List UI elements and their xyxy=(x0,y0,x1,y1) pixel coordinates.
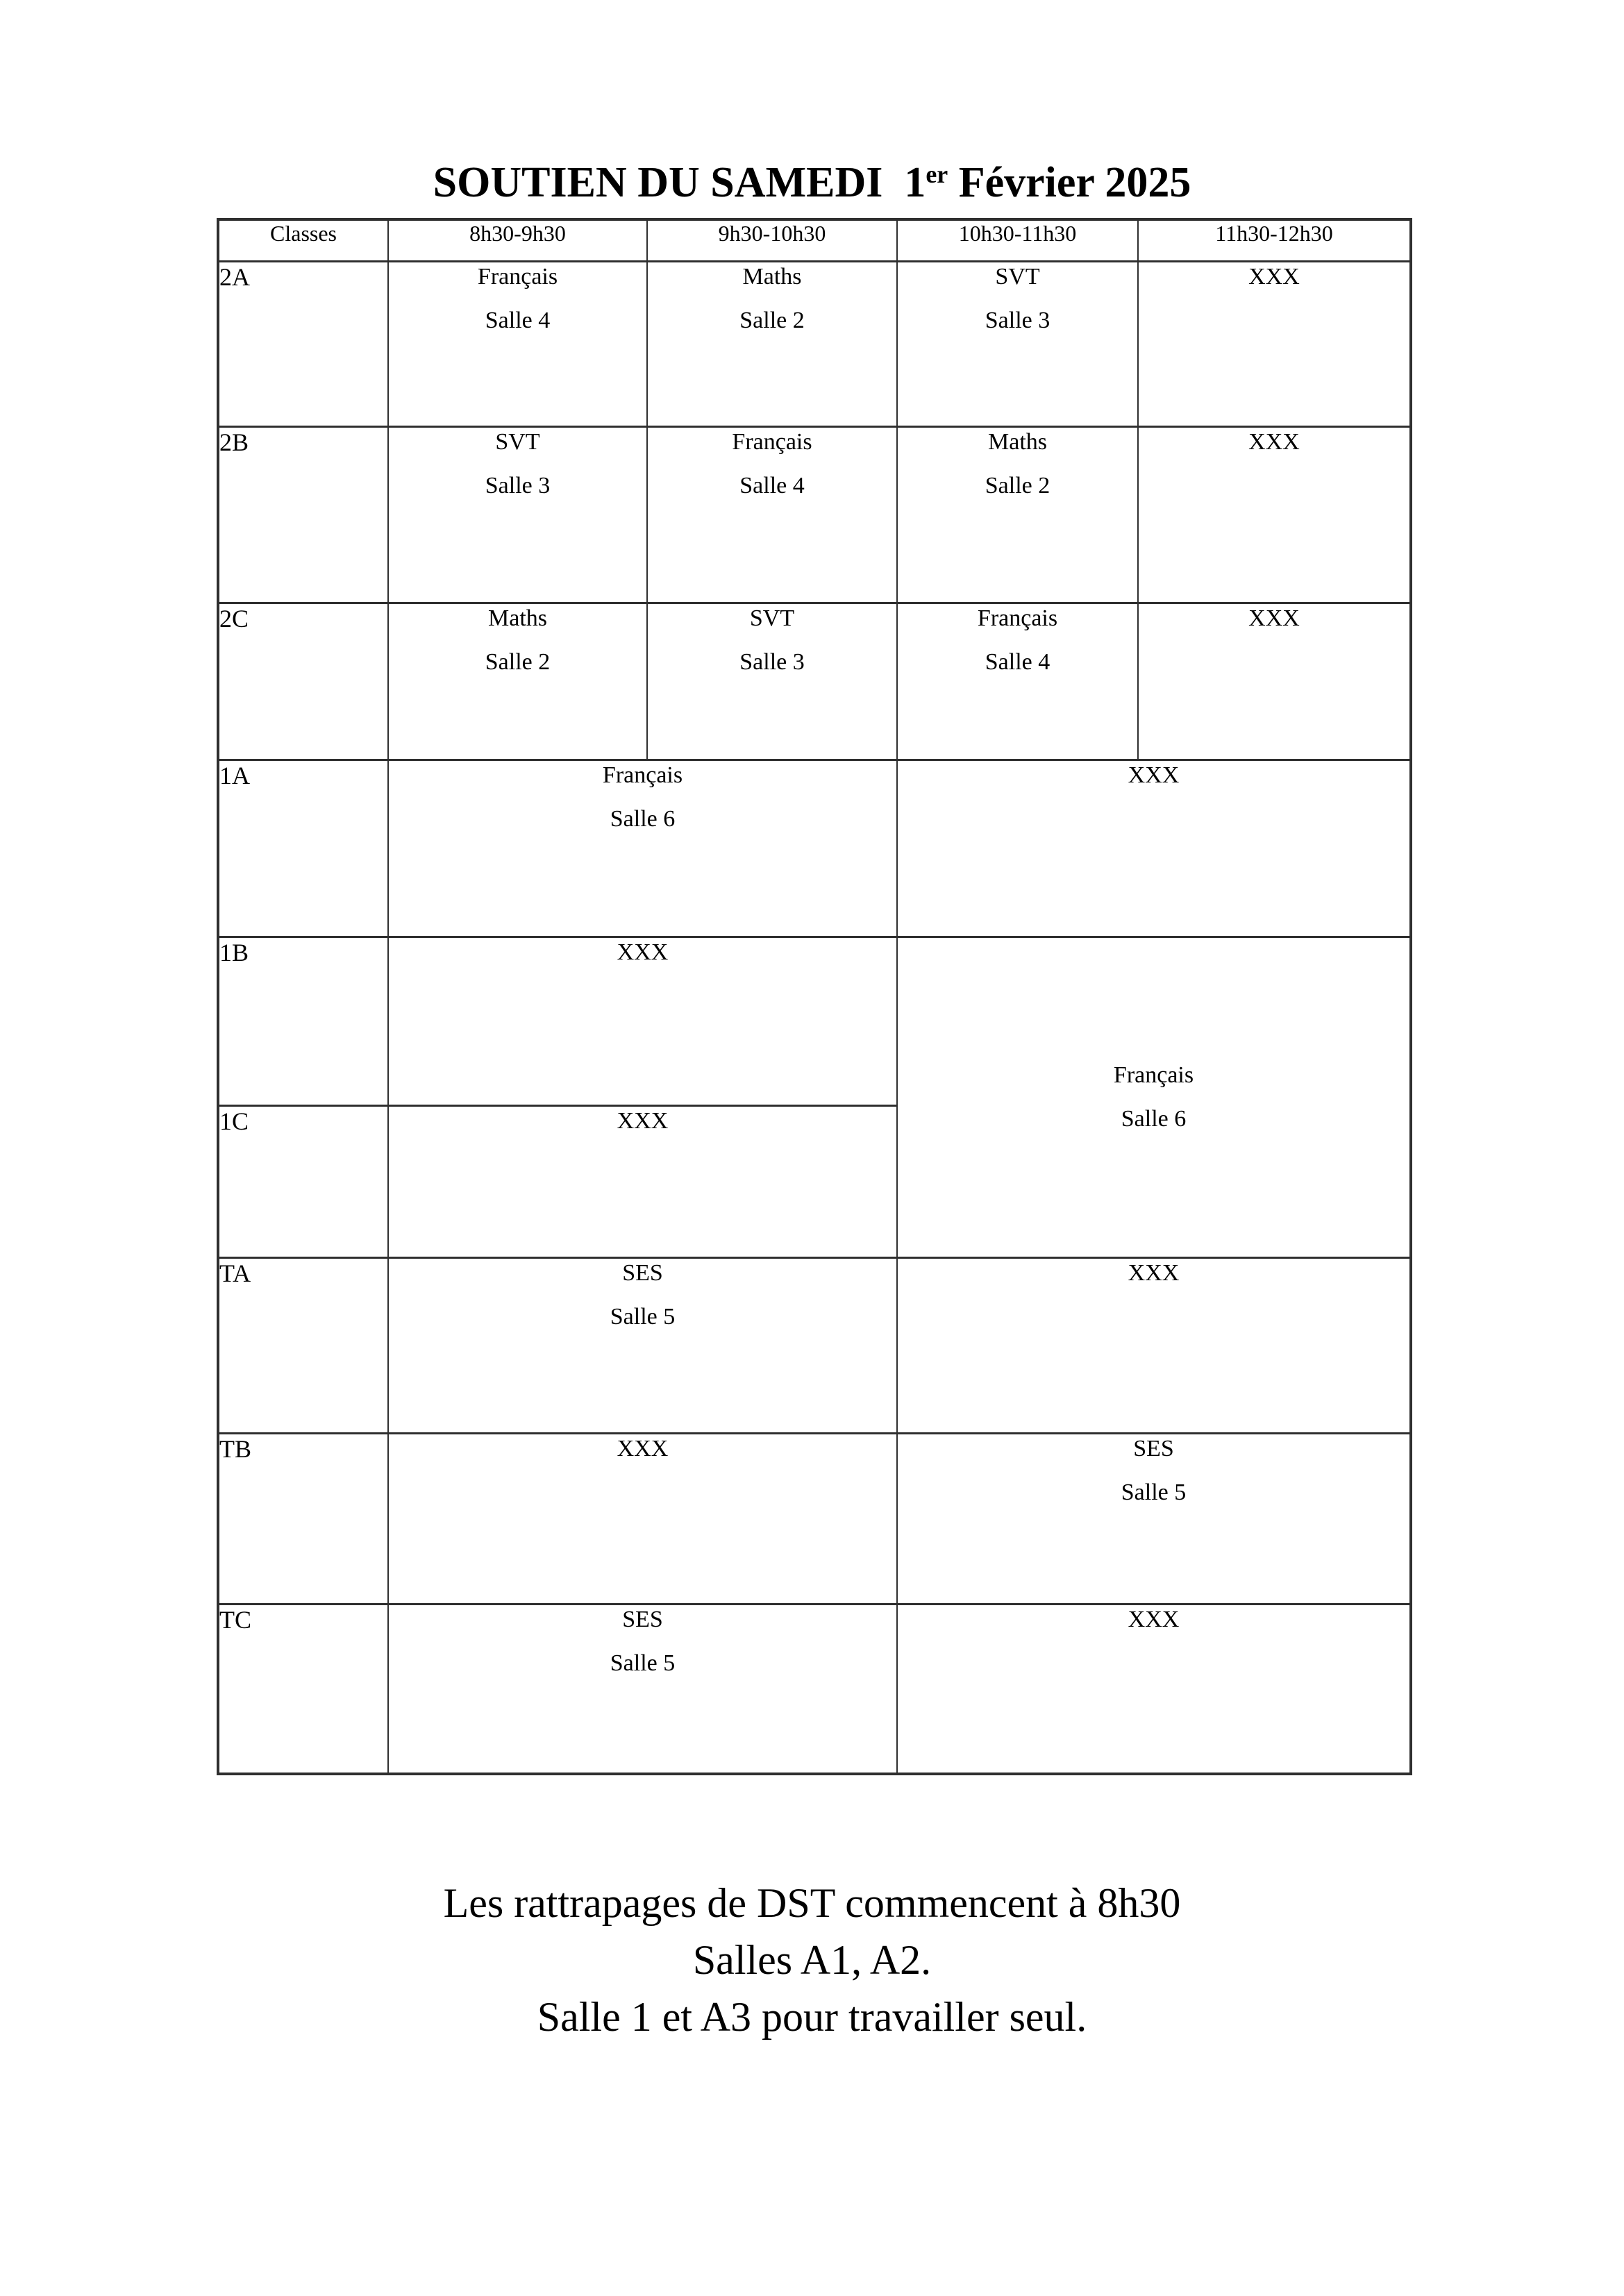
cell-tb-morning xyxy=(388,1433,897,1604)
cell-1b-morning xyxy=(388,937,897,1105)
page-title-text: SOUTIEN DU SAMEDI 1 xyxy=(433,158,926,206)
cell-subject: Maths xyxy=(988,428,1047,455)
page-title-superscript: er xyxy=(926,160,948,188)
cell-subject: XXX xyxy=(1248,263,1300,290)
cell-subject: Maths xyxy=(488,605,547,631)
schedule-table xyxy=(217,218,1412,1775)
cell-room: Salle 4 xyxy=(739,472,805,498)
cell-ta-morning xyxy=(388,1257,897,1433)
cell-2b-11h30 xyxy=(1138,426,1411,603)
cell-ta-late-morning xyxy=(897,1257,1411,1433)
cell-subject: XXX xyxy=(1248,428,1300,455)
column-header-9h30-10h30: 9h30-10h30 xyxy=(647,219,897,261)
header-row xyxy=(218,219,1411,261)
cell-subject: Maths xyxy=(742,263,802,290)
cell-subject: SES xyxy=(622,1606,663,1632)
cell-tc-late-morning xyxy=(897,1604,1411,1774)
cell-subject: XXX xyxy=(617,939,669,965)
cell-subject: XXX xyxy=(1128,1606,1180,1632)
row-tc xyxy=(218,1604,1411,1774)
cell-1a-morning xyxy=(388,760,897,937)
footer-line-3: Salle 1 et A3 pour travailler seul. xyxy=(537,1994,1087,2040)
footer-line-2: Salles A1, A2. xyxy=(692,1937,932,1983)
cell-subject: SVT xyxy=(995,263,1040,290)
cell-room: Salle 3 xyxy=(739,648,805,675)
page-title-date: Février 2025 xyxy=(948,158,1191,206)
cell-2a-11h30 xyxy=(1138,261,1411,426)
row-label-2b: 2B xyxy=(218,426,388,603)
cell-2a-9h30 xyxy=(647,261,897,426)
cell-tb-late-morning xyxy=(897,1433,1411,1604)
row-label-tc: TC xyxy=(218,1604,388,1774)
cell-room: Salle 2 xyxy=(739,307,805,333)
cell-2a-10h30 xyxy=(897,261,1138,426)
cell-1a-late-morning xyxy=(897,760,1411,937)
cell-subject: Français xyxy=(602,762,683,788)
cell-subject: Français xyxy=(977,605,1058,631)
row-2c xyxy=(218,603,1411,760)
row-tb xyxy=(218,1433,1411,1604)
cell-subject: XXX xyxy=(1248,605,1300,631)
cell-subject: Français xyxy=(1113,1062,1194,1088)
cell-room: Salle 6 xyxy=(610,805,676,832)
row-label-1b: 1B xyxy=(218,937,388,1105)
row-label-1c: 1C xyxy=(218,1105,388,1257)
cell-1c-morning xyxy=(388,1105,897,1257)
cell-room: Salle 2 xyxy=(485,648,551,675)
cell-2c-11h30 xyxy=(1138,603,1411,760)
cell-tc-morning xyxy=(388,1604,897,1774)
row-1b xyxy=(218,937,1411,1105)
row-1a xyxy=(218,760,1411,937)
footer-line-1: Les rattrapages de DST commencent à 8h30 xyxy=(443,1880,1181,1926)
cell-room: Salle 3 xyxy=(985,307,1050,333)
page-title xyxy=(0,158,1624,208)
cell-subject: XXX xyxy=(1128,762,1180,788)
cell-subject: XXX xyxy=(617,1107,669,1134)
row-label-1a: 1A xyxy=(218,760,388,937)
cell-room: Salle 4 xyxy=(485,307,551,333)
cell-subject: SVT xyxy=(749,605,795,631)
cell-subject: XXX xyxy=(1128,1259,1180,1286)
cell-room: Salle 4 xyxy=(985,648,1050,675)
row-label-2a: 2A xyxy=(218,261,388,426)
cell-1b-1c-late-morning xyxy=(897,937,1411,1257)
cell-subject: Français xyxy=(477,263,558,290)
cell-2b-10h30 xyxy=(897,426,1138,603)
cell-2c-9h30 xyxy=(647,603,897,760)
cell-2c-10h30 xyxy=(897,603,1138,760)
cell-room: Salle 5 xyxy=(610,1303,676,1330)
row-2a xyxy=(218,261,1411,426)
column-header-8h30-9h30: 8h30-9h30 xyxy=(388,219,647,261)
cell-room: Salle 5 xyxy=(610,1650,676,1676)
row-label-tb: TB xyxy=(218,1433,388,1604)
column-header-11h30-12h30: 11h30-12h30 xyxy=(1138,219,1411,261)
cell-subject: SVT xyxy=(495,428,540,455)
row-ta xyxy=(218,1257,1411,1433)
cell-room: Salle 5 xyxy=(1121,1479,1187,1505)
cell-subject: XXX xyxy=(617,1435,669,1461)
row-label-2c: 2C xyxy=(218,603,388,760)
cell-2a-8h30 xyxy=(388,261,647,426)
cell-subject: SES xyxy=(1133,1435,1174,1461)
cell-2b-8h30 xyxy=(388,426,647,603)
row-2b xyxy=(218,426,1411,603)
cell-subject: SES xyxy=(622,1259,663,1286)
cell-subject: Français xyxy=(732,428,812,455)
column-header-10h30-11h30: 10h30-11h30 xyxy=(897,219,1138,261)
cell-room: Salle 3 xyxy=(485,472,551,498)
cell-room: Salle 6 xyxy=(1121,1106,1187,1132)
column-header-classes: Classes xyxy=(218,219,388,261)
row-label-ta: TA xyxy=(218,1257,388,1433)
cell-2b-9h30 xyxy=(647,426,897,603)
cell-room: Salle 2 xyxy=(985,472,1050,498)
footer-note xyxy=(0,1875,1624,2045)
cell-2c-8h30 xyxy=(388,603,647,760)
